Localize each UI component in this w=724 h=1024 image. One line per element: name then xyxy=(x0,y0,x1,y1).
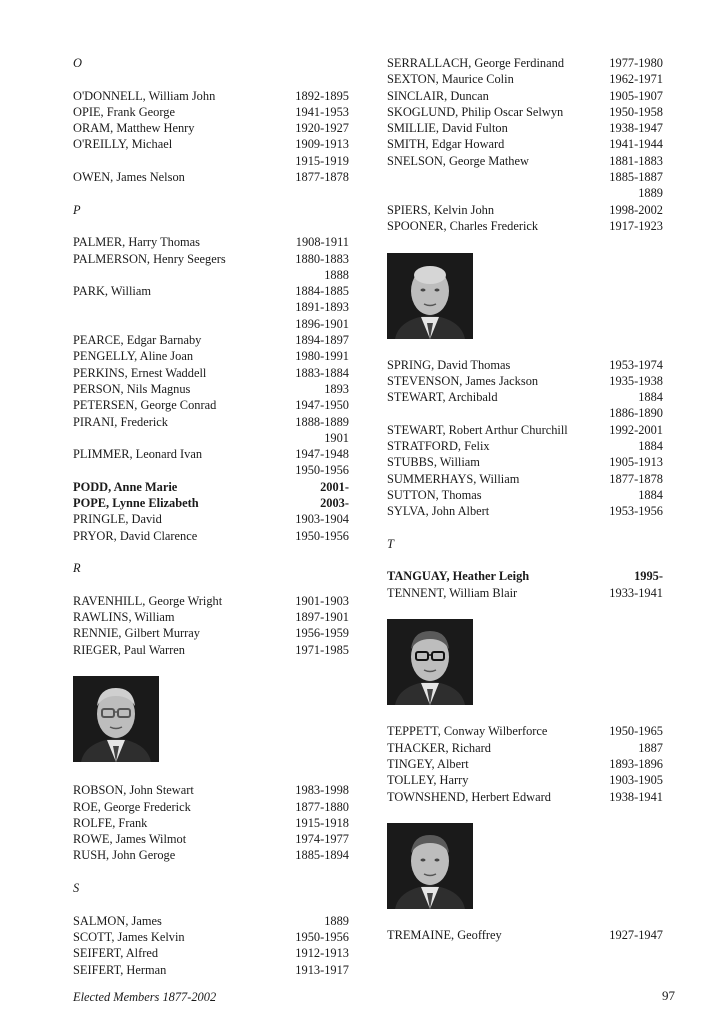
spacer xyxy=(73,185,349,201)
term-years: 1886-1890 xyxy=(609,406,663,421)
member-name: ROBSON, John Stewart xyxy=(73,783,194,798)
member-name: TANGUAY, Heather Leigh xyxy=(387,569,530,584)
list-item xyxy=(73,479,349,495)
term-years: 1903-1904 xyxy=(295,512,349,527)
term-years: 1912-1913 xyxy=(295,946,349,961)
term-years: 1884-1885 xyxy=(295,284,349,299)
term-years: 1933-1941 xyxy=(609,585,663,600)
spacer xyxy=(73,864,349,880)
term-years: 1941-1944 xyxy=(609,137,663,152)
member-name: PLIMMER, Leonard Ivan xyxy=(73,447,203,462)
member-name: SEXTON, Maurice Colin xyxy=(387,72,514,87)
term-years: 1956-1959 xyxy=(295,626,349,641)
term-years: 2003- xyxy=(320,496,349,511)
member-name: PODD, Anne Marie xyxy=(73,479,178,494)
list-item xyxy=(73,495,349,511)
member-name: TOLLEY, Harry xyxy=(387,773,469,788)
list-item xyxy=(387,202,663,218)
term-years: 1885-1894 xyxy=(295,848,349,863)
list-item xyxy=(73,799,349,815)
spacer xyxy=(387,601,663,617)
member-name: SMILLIE, David Fulton xyxy=(387,121,508,136)
term-years: 1888 xyxy=(324,267,349,282)
list-item xyxy=(387,405,663,421)
spacer xyxy=(387,234,663,250)
term-years: 1915-1918 xyxy=(295,815,349,830)
term-years: 1905-1913 xyxy=(609,455,663,470)
member-name: SPIERS, Kelvin John xyxy=(387,202,495,217)
term-years: 1896-1901 xyxy=(295,316,349,331)
term-years: 1884 xyxy=(638,439,663,454)
member-name: SEIFERT, Herman xyxy=(73,962,167,977)
list-item xyxy=(73,136,349,152)
member-name: PALMERSON, Henry Seegers xyxy=(73,251,226,266)
photo-block xyxy=(73,676,349,782)
term-years: 1884 xyxy=(638,390,663,405)
list-item xyxy=(387,740,663,756)
list-item xyxy=(387,373,663,389)
portrait-photo xyxy=(73,676,159,762)
member-name: SNELSON, George Mathew xyxy=(387,153,529,168)
term-years: 1894-1897 xyxy=(295,333,349,348)
term-years: 1983-1998 xyxy=(295,783,349,798)
member-name: RAVENHILL, George Wright xyxy=(73,593,223,608)
list-item xyxy=(387,454,663,470)
list-item xyxy=(387,568,663,584)
member-name: PENGELLY, Aline Joan xyxy=(73,349,194,364)
list-item xyxy=(387,756,663,772)
list-item xyxy=(73,88,349,104)
list-item xyxy=(387,789,663,805)
section-letter: O xyxy=(73,56,82,70)
member-name: OWEN, James Nelson xyxy=(73,170,185,185)
term-years: 1950-1956 xyxy=(295,528,349,543)
term-years: 1877-1878 xyxy=(295,170,349,185)
term-years: 1953-1956 xyxy=(609,504,663,519)
member-name: TENNENT, William Blair xyxy=(387,585,518,600)
photo-block xyxy=(387,619,663,723)
term-years: 1915-1919 xyxy=(295,153,349,168)
member-name: SPRING, David Thomas xyxy=(387,357,511,372)
page-number: 97 xyxy=(662,988,675,1003)
term-years: 1953-1974 xyxy=(609,357,663,372)
list-item xyxy=(387,927,663,943)
list-item xyxy=(387,104,663,120)
term-years: 1889 xyxy=(638,186,663,201)
term-years: 1974-1977 xyxy=(295,832,349,847)
term-years: 1880-1883 xyxy=(295,251,349,266)
term-years: 1905-1907 xyxy=(609,88,663,103)
member-name: SALMON, James xyxy=(73,913,162,928)
list-item xyxy=(387,585,663,601)
list-item xyxy=(73,267,349,283)
member-name: ROE, George Frederick xyxy=(73,799,191,814)
list-item xyxy=(73,120,349,136)
member-name: STEVENSON, James Jackson xyxy=(387,373,539,388)
term-years: 1885-1887 xyxy=(609,170,663,185)
list-item xyxy=(73,831,349,847)
term-years: 1998-2002 xyxy=(609,202,663,217)
list-item xyxy=(387,218,663,234)
member-name: POPE, Lynne Elizabeth xyxy=(73,496,199,511)
section-letter: R xyxy=(73,561,81,576)
term-years: 1927-1947 xyxy=(609,928,663,943)
portrait-photo xyxy=(387,619,473,705)
term-years: 1884 xyxy=(638,487,663,502)
term-years: 1903-1905 xyxy=(609,773,663,788)
list-item xyxy=(73,430,349,446)
term-years: 1950-1956 xyxy=(295,929,349,944)
member-name: TREMAINE, Geoffrey xyxy=(387,928,502,943)
member-name: PERKINS, Ernest Waddell xyxy=(73,365,207,380)
list-item xyxy=(73,169,349,185)
term-years: 1950-1958 xyxy=(609,104,663,119)
term-years: 1938-1947 xyxy=(609,121,663,136)
term-years: 1947-1948 xyxy=(295,447,349,462)
member-name: ROLFE, Frank xyxy=(73,815,148,830)
member-name: RENNIE, Gilbert Murray xyxy=(73,626,200,641)
member-name: O'DONNELL, William John xyxy=(73,88,216,103)
term-years: 1893 xyxy=(324,381,349,396)
left-column xyxy=(73,55,349,978)
spacer xyxy=(387,805,663,821)
spacer xyxy=(73,896,349,912)
list-item xyxy=(73,462,349,478)
list-item xyxy=(387,503,663,519)
member-name: SUMMERHAYS, William xyxy=(387,471,520,486)
term-years: 1917-1923 xyxy=(609,218,663,233)
member-name: SINCLAIR, Duncan xyxy=(387,88,489,103)
term-years: 1891-1893 xyxy=(295,300,349,315)
list-item xyxy=(387,71,663,87)
list-item xyxy=(387,471,663,487)
list-item xyxy=(73,414,349,430)
member-name: RAWLINS, William xyxy=(73,610,175,625)
right-column xyxy=(387,55,663,943)
list-item xyxy=(387,55,663,71)
member-name: RIEGER, Paul Warren xyxy=(73,642,185,657)
list-item xyxy=(73,397,349,413)
spacer xyxy=(73,544,349,560)
term-years: 1877-1878 xyxy=(609,471,663,486)
list-item xyxy=(73,929,349,945)
list-item xyxy=(387,88,663,104)
member-name: STUBBS, William xyxy=(387,455,480,470)
member-name: SCOTT, James Kelvin xyxy=(73,929,185,944)
term-years: 1995- xyxy=(634,569,663,584)
list-item xyxy=(73,609,349,625)
portrait-photo xyxy=(387,823,473,909)
member-name: SUTTON, Thomas xyxy=(387,487,482,502)
member-name: PEARCE, Edgar Barnaby xyxy=(73,333,202,348)
member-name: SKOGLUND, Philip Oscar Selwyn xyxy=(387,104,564,119)
term-years: 1938-1941 xyxy=(609,789,663,804)
list-item xyxy=(73,815,349,831)
spacer xyxy=(387,552,663,568)
list-item xyxy=(73,348,349,364)
member-name: TEPPETT, Conway Wilberforce xyxy=(387,724,548,739)
member-name: TOWNSHEND, Herbert Edward xyxy=(387,789,551,804)
spacer xyxy=(73,218,349,234)
list-item xyxy=(73,251,349,267)
list-item xyxy=(387,136,663,152)
term-years: 1950-1965 xyxy=(609,724,663,739)
term-years: 1892-1895 xyxy=(295,88,349,103)
list-item xyxy=(387,153,663,169)
list-item xyxy=(73,446,349,462)
photo-block xyxy=(387,253,663,357)
list-item xyxy=(387,772,663,788)
member-name: SYLVA, John Albert xyxy=(387,504,490,519)
term-years: 2001- xyxy=(320,479,349,494)
list-item xyxy=(387,438,663,454)
term-years: 1941-1953 xyxy=(295,104,349,119)
term-years: 1881-1883 xyxy=(609,153,663,168)
spacer xyxy=(73,577,349,593)
list-item xyxy=(387,357,663,373)
member-name: RUSH, John Geroge xyxy=(73,848,176,863)
list-item xyxy=(73,332,349,348)
portrait-photo xyxy=(387,253,473,339)
term-years: 1977-1980 xyxy=(609,56,663,70)
list-item xyxy=(73,642,349,658)
list-item xyxy=(73,528,349,544)
term-years: 1935-1938 xyxy=(609,373,663,388)
spacer xyxy=(73,658,349,674)
list-item xyxy=(387,487,663,503)
member-name: O'REILLY, Michael xyxy=(73,137,173,152)
term-years: 1901 xyxy=(324,430,349,445)
member-name: PARK, William xyxy=(73,284,151,299)
term-years: 1962-1971 xyxy=(609,72,663,87)
list-item xyxy=(387,120,663,136)
list-item xyxy=(387,169,663,185)
member-name: SMITH, Edgar Howard xyxy=(387,137,505,152)
term-years: 1889 xyxy=(324,913,349,928)
list-item xyxy=(73,625,349,641)
member-name: SPOONER, Charles Frederick xyxy=(387,218,539,233)
member-name: SEIFERT, Alfred xyxy=(73,946,159,961)
term-years: 1947-1950 xyxy=(295,398,349,413)
list-item xyxy=(387,422,663,438)
spacer xyxy=(387,520,663,536)
term-years: 1980-1991 xyxy=(295,349,349,364)
section-letter: S xyxy=(73,881,80,896)
member-name: STRATFORD, Felix xyxy=(387,439,490,454)
photo-block xyxy=(387,823,663,927)
list-item xyxy=(73,104,349,120)
member-name: THACKER, Richard xyxy=(387,740,491,755)
member-name: STEWART, Archibald xyxy=(387,390,498,405)
spacer xyxy=(73,71,349,87)
term-years: 1897-1901 xyxy=(295,610,349,625)
member-name: PERSON, Nils Magnus xyxy=(73,381,191,396)
member-name: PIRANI, Frederick xyxy=(73,414,168,429)
list-item xyxy=(73,962,349,978)
member-name: PALMER, Harry Thomas xyxy=(73,235,201,250)
list-item xyxy=(73,316,349,332)
term-years: 1920-1927 xyxy=(295,121,349,136)
member-name: PRINGLE, David xyxy=(73,512,162,527)
list-item xyxy=(73,913,349,929)
term-years: 1913-1917 xyxy=(295,962,349,977)
list-item xyxy=(73,283,349,299)
list-item xyxy=(73,153,349,169)
term-years: 1893-1896 xyxy=(609,756,663,771)
section-letter: P xyxy=(73,202,81,217)
list-item xyxy=(73,511,349,527)
list-item xyxy=(73,782,349,798)
section-letter: T xyxy=(387,536,394,551)
list-item xyxy=(73,847,349,863)
list-item xyxy=(73,593,349,609)
list-item xyxy=(73,365,349,381)
footer-title: Elected Members 1877-2002 xyxy=(73,990,217,1004)
term-years: 1971-1985 xyxy=(295,642,349,657)
term-years: 1888-1889 xyxy=(295,414,349,429)
member-name: PETERSEN, George Conrad xyxy=(73,398,217,413)
member-name: STEWART, Robert Arthur Churchill xyxy=(387,422,568,437)
term-years: 1887 xyxy=(638,740,663,755)
list-item xyxy=(387,389,663,405)
member-name: OPIE, Frank George xyxy=(73,104,175,119)
term-years: 1950-1956 xyxy=(295,463,349,478)
list-item xyxy=(73,381,349,397)
list-item xyxy=(387,723,663,739)
list-item xyxy=(73,299,349,315)
list-item xyxy=(73,945,349,961)
term-years: 1909-1913 xyxy=(295,137,349,152)
member-name: PRYOR, David Clarence xyxy=(73,528,198,543)
term-years: 1901-1903 xyxy=(295,593,349,608)
term-years: 1883-1884 xyxy=(295,365,349,380)
term-years: 1908-1911 xyxy=(295,235,349,250)
list-item xyxy=(73,234,349,250)
member-name: TINGEY, Albert xyxy=(387,756,469,771)
term-years: 1992-2001 xyxy=(609,422,663,437)
term-years: 1877-1880 xyxy=(295,799,349,814)
member-name: SERRALLACH, George Ferdinand xyxy=(387,56,565,70)
member-name: ORAM, Matthew Henry xyxy=(73,121,195,136)
list-item xyxy=(387,185,663,201)
member-name: ROWE, James Wilmot xyxy=(73,832,187,847)
